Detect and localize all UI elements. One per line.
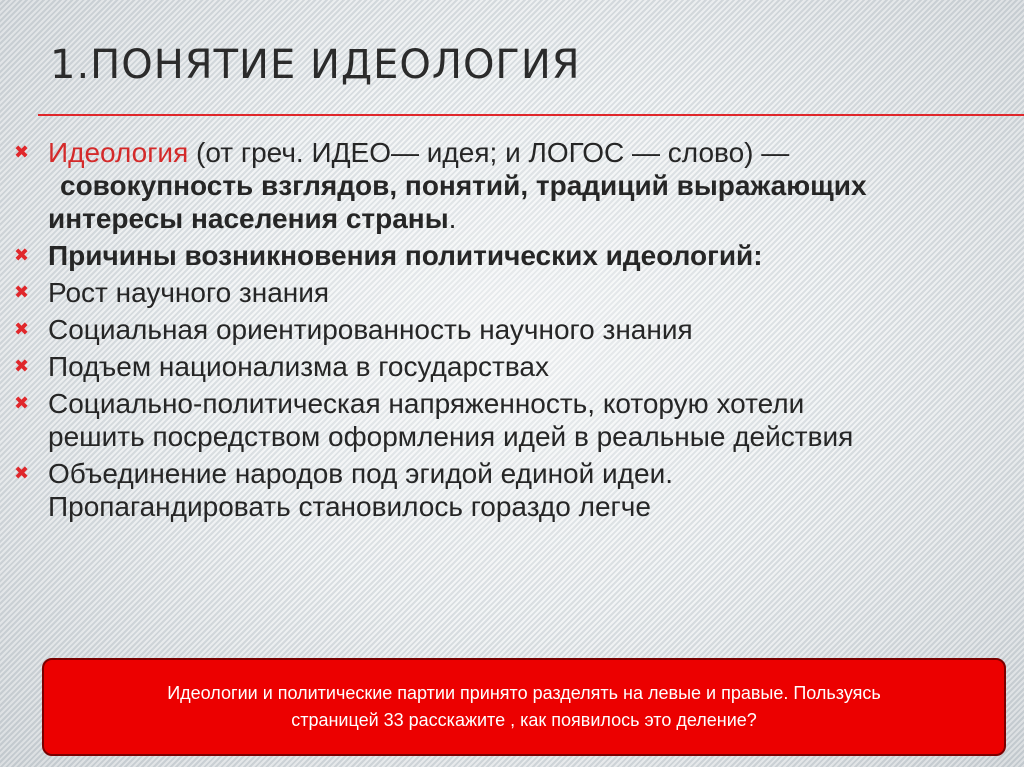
bullet-line-2: решить посредством оформления идей в реальные действия (48, 421, 854, 452)
definition-end: . (448, 203, 457, 234)
x-mark-icon: ✖ (14, 393, 30, 413)
assignment-callout (42, 658, 1006, 756)
bullet-social-tension (14, 387, 1004, 453)
bullet-social-orientation (14, 313, 1004, 346)
bullet-text: Социальная ориентированность научного знания (48, 314, 693, 345)
term-ideology: Идеология (48, 137, 189, 168)
callout-text (167, 680, 881, 734)
bullet-causes-heading (14, 239, 1004, 272)
bullet-unification (14, 457, 1004, 523)
callout-line-2: страницей 33 расскажите , как появилось это деление? (291, 710, 757, 730)
x-mark-icon: ✖ (14, 142, 30, 162)
bullet-list (14, 136, 1004, 527)
slide-title: 1.ПОНЯТИЕ ИДЕОЛОГИЯ (50, 42, 581, 88)
definition-line-2: интересы населения страны (48, 203, 449, 234)
x-mark-icon: ✖ (14, 356, 30, 376)
definition-line-1: совокупность взглядов, понятий, традиций выражающих (60, 170, 867, 201)
x-mark-icon: ✖ (14, 463, 30, 483)
bullet-line-1: Объединение народов под эгидой единой идеи. (48, 458, 674, 489)
bullet-text: Подъем национализма в государствах (48, 351, 549, 382)
x-mark-icon: ✖ (14, 245, 30, 265)
callout-line-1: Идеологии и политические партии принято разделять на левые и правые. Пользуясь (167, 683, 881, 703)
bullet-scientific-growth (14, 276, 1004, 309)
bullet-text: Причины возникновения политических идеологий: (48, 240, 763, 271)
bullet-ideology-definition (14, 136, 1004, 235)
bullet-text: Рост научного знания (48, 277, 330, 308)
bullet-line-2: Пропагандировать становилось гораздо легче (48, 491, 651, 522)
bullet-nationalism (14, 350, 1004, 383)
x-mark-icon: ✖ (14, 319, 30, 339)
title-underline (38, 114, 1024, 116)
x-mark-icon: ✖ (14, 282, 30, 302)
bullet-line-1: Социально-политическая напряженность, которую хотели (48, 388, 805, 419)
etymology: (от греч. ИДЕО— идея; и ЛОГОС — слово) — (188, 137, 790, 168)
